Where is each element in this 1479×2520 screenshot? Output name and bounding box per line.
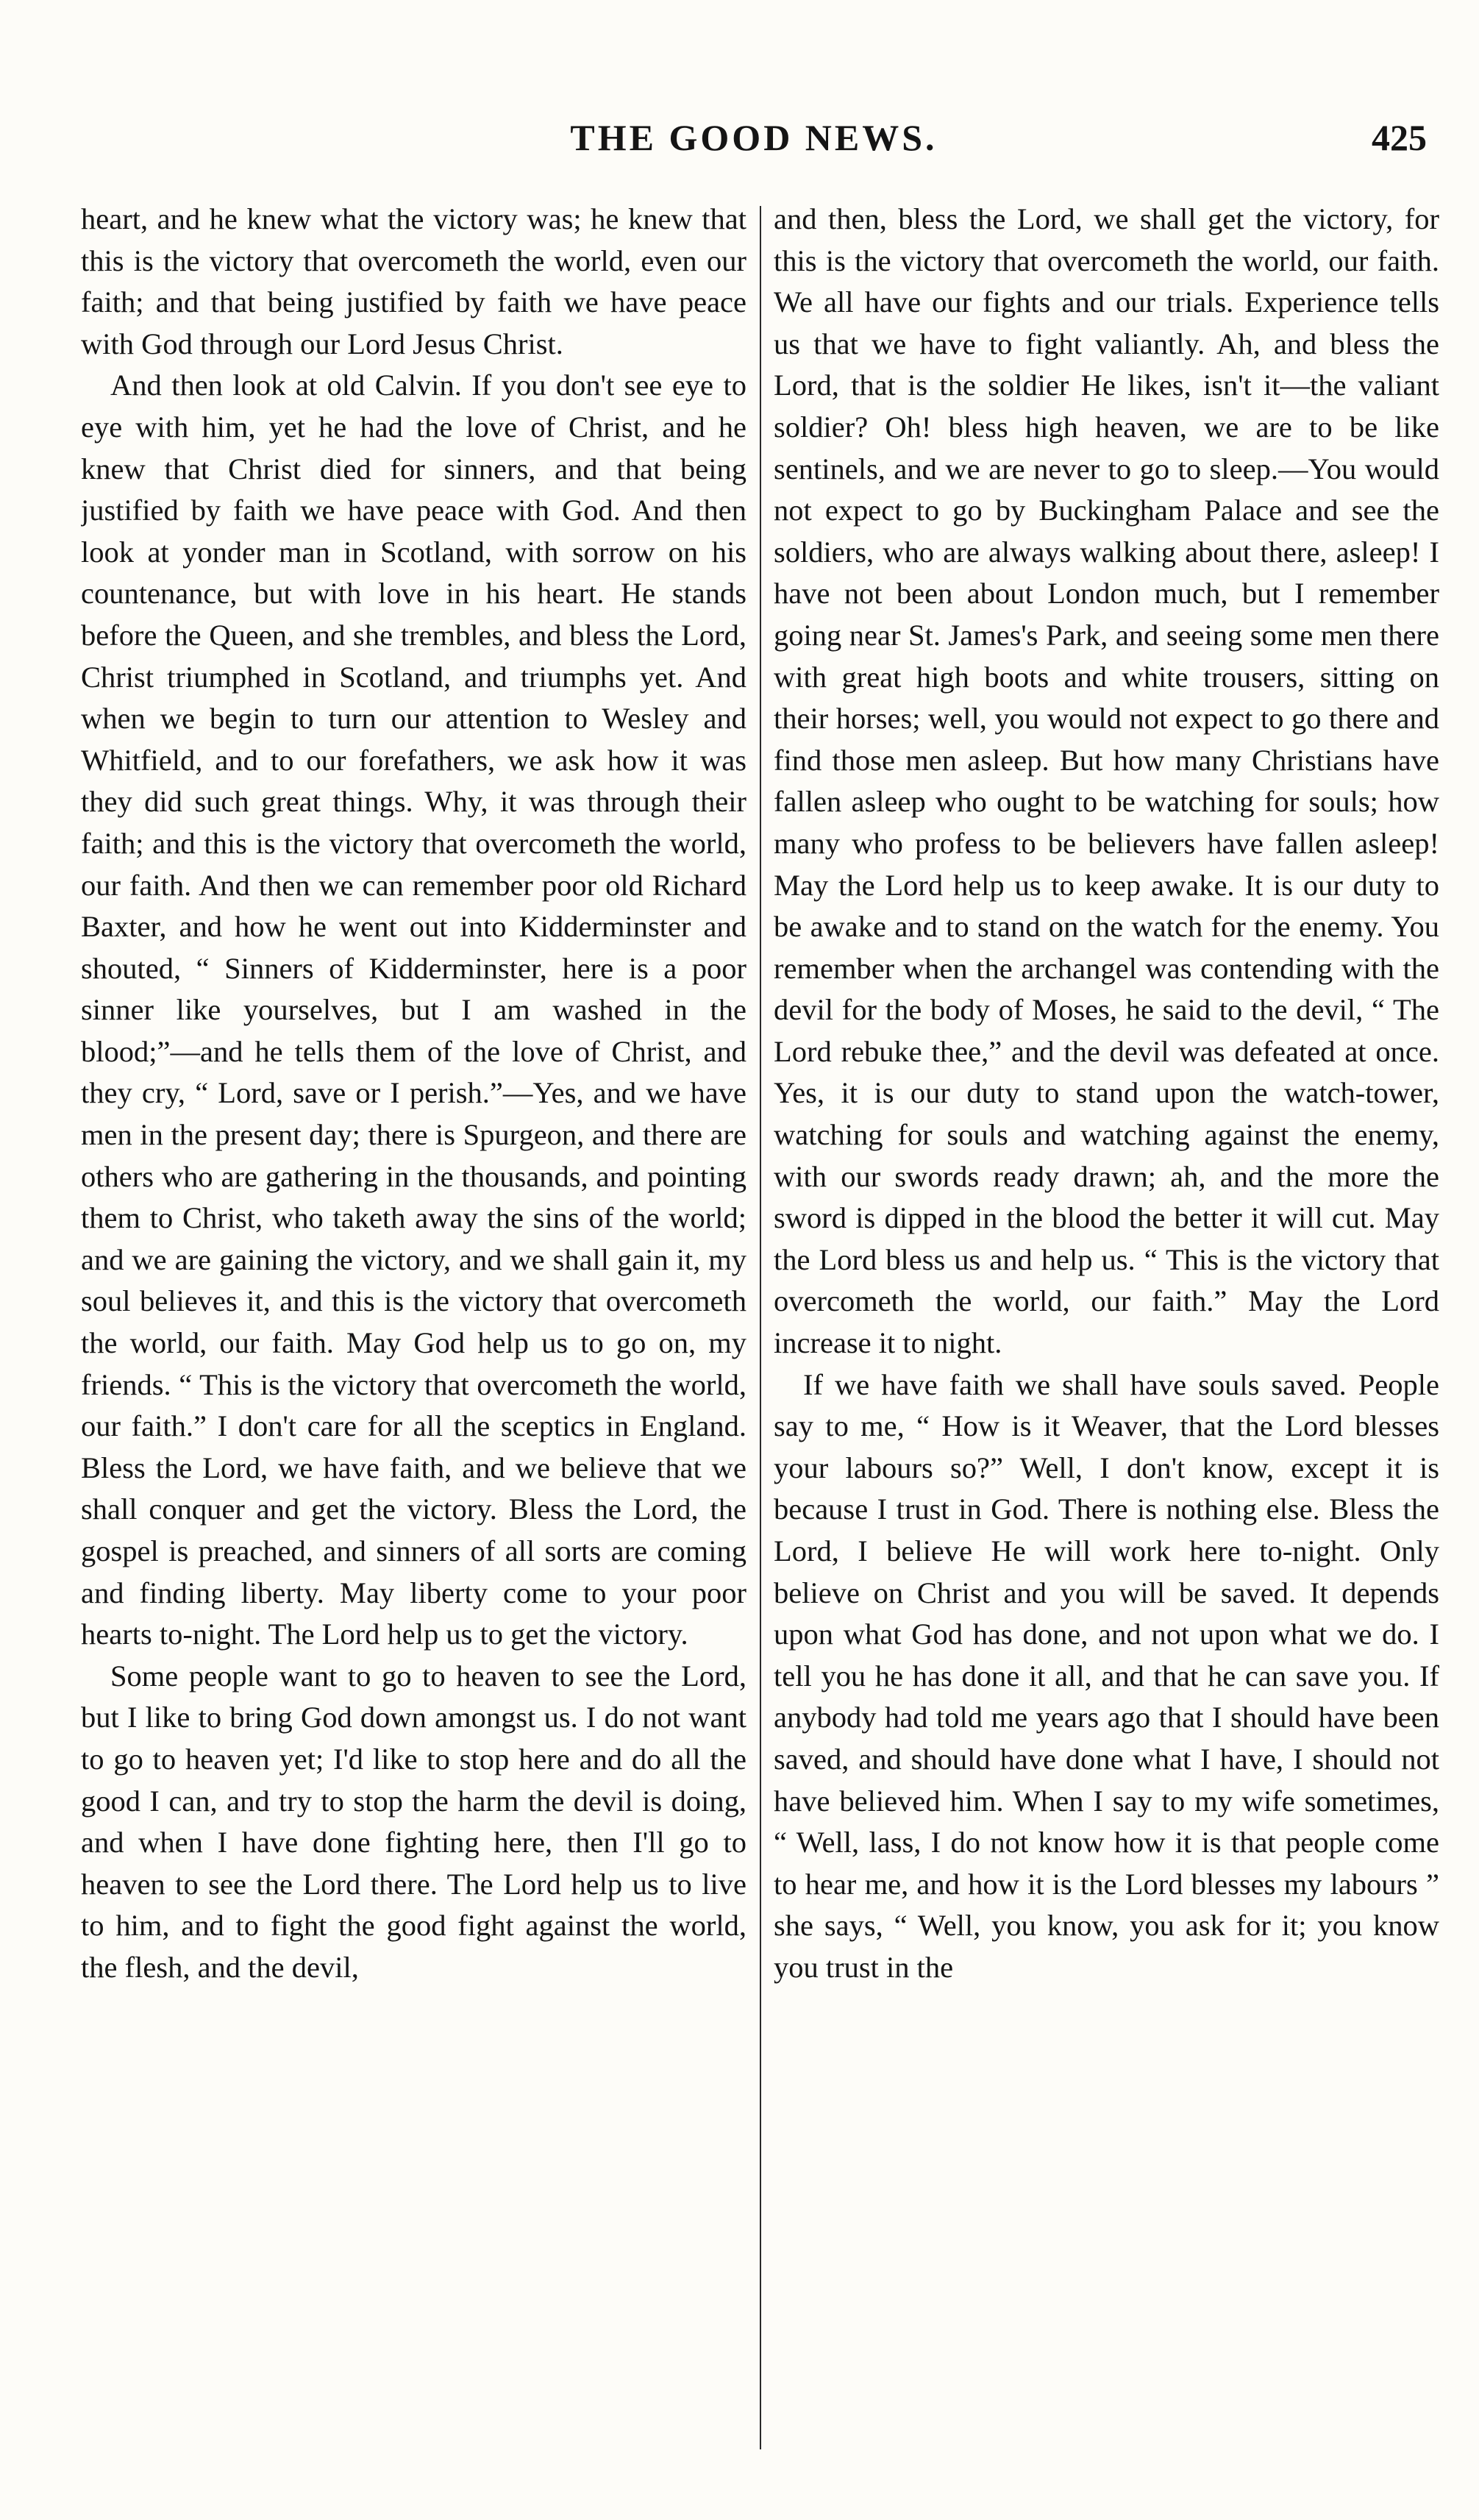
column-divider	[760, 206, 761, 2449]
left-paragraph-3: Some people want to go to heaven to see the Lord, but I like to bring God down amongst us. I do not want to go to heaven yet; I'd like to stop here and do all the good I can, and try to stop the harm the devil is doing, and when I have done fighting here, then I'll go to heaven to see the Lord there. The Lord help us to live to him, and to fight the good fight against the world, the flesh, and the devil,	[81, 1659, 746, 1984]
page-title: THE GOOD NEWS.	[570, 117, 938, 158]
right-paragraph-1: and then, bless the Lord, we shall get the victory, for this is the victory that overcometh the world, our faith. We all have our fights and our trials. Experience tells us that we have to fight valiantly. Ah, and bless the Lord, that is the soldier He likes, isn't it—the valiant soldier? Oh! bless high heaven, we are to be like sentinels, and we are never to go to sleep.—You would not expect to go by Buckingham Palace and see the soldiers, who are always walking about there, asleep! I have not been about London much, but I remember going near St. James's Park, and seeing some men there with great high boots and white trousers, sitting on their horses; well, you would not expect to go there and find those men asleep. But how many Christians have fallen asleep who ought to be watching for souls; how many who profess to be believers have fallen asleep! May the Lord help us to keep awake. It is our duty to be awake and to stand on the watch for the enemy. You remember when the archangel was contending with the devil for the body of Moses, he said to the devil, “ The Lord rebuke thee,” and the devil was defeated at once. Yes, it is our duty to stand upon the watch-tower, watching for souls and watching against the enemy, with our swords ready drawn; ah, and the more the sword is dipped in the blood the better it will cut. May the Lord bless us and help us. “ This is the victory that overcometh the world, our faith.” May the Lord increase it to night.	[774, 202, 1439, 1360]
left-paragraph-2: And then look at old Calvin. If you don't see eye to eye with him, yet he had the love of Christ, and he knew that Christ died for sinners, and that being justified by faith we have peace with God. And then look at yonder man in Scotland, with sorrow on his countenance, but with love in his heart. He stands before the Queen, and she trembles, and bless the Lord, Christ triumphed in Scotland, and triumphs yet. And when we begin to turn our attention to Wesley and Whitfield, and to our forefathers, we ask how it was they did such great things. Why, it was through their faith; and this is the victory that overcometh the world, our faith. And then we can remember poor old Richard Baxter, and how he went out into Kidderminster and shouted, “ Sinners of Kidderminster, here is a poor sinner like yourselves, but I am washed in the blood;”—and he tells them of the love of Christ, and they cry, “ Lord, save or I perish.”—Yes, and we have men in the present day; there is Spurgeon, and there are others who are gathering in the thousands, and pointing them to Christ, who taketh away the sins of the world; and we are gaining the victory, and we shall gain it, my soul believes it, and this is the victory that overcometh the world, our faith. May God help us to go on, my friends. “ This is the victory that overcometh the world, our faith.” I don't care for all the sceptics in England. Bless the Lord, we have faith, and we believe that we shall conquer and get the victory. Bless the Lord, the gospel is preached, and sinners of all sorts are coming and finding liberty. May liberty come to your poor hearts to-night. The Lord help us to get the victory.	[81, 369, 746, 1651]
left-paragraph-1: heart, and he knew what the victory was; he knew that this is the victory that overcometh the world, even our faith; and that being justified by faith we have peace with God through our Lord Jesus Christ.	[81, 202, 746, 360]
right-column	[774, 199, 1439, 2460]
right-paragraph-2: If we have faith we shall have souls saved. People say to me, “ How is it Weaver, that the Lord blesses your labours so?” Well, I don't know, except it is because I trust in God. There is nothing else. Bless the Lord, I believe He will work here to-night. Only believe on Christ and you will be saved. It depends upon what God has done, and not upon what we do. I tell you he has done it all, and that he can save you. If anybody had told me years ago that I should have been saved, and should have done what I have, I should not have believed him. When I say to my wife sometimes, “ Well, lass, I do not know how it is that people come to hear me, and how it is the Lord blesses my labours ” she says, “ Well, you know, you ask for it; you know you trust in the	[774, 1367, 1439, 1984]
running-head	[81, 110, 1427, 169]
page-number: 425	[1372, 117, 1427, 158]
left-column	[81, 199, 746, 2460]
